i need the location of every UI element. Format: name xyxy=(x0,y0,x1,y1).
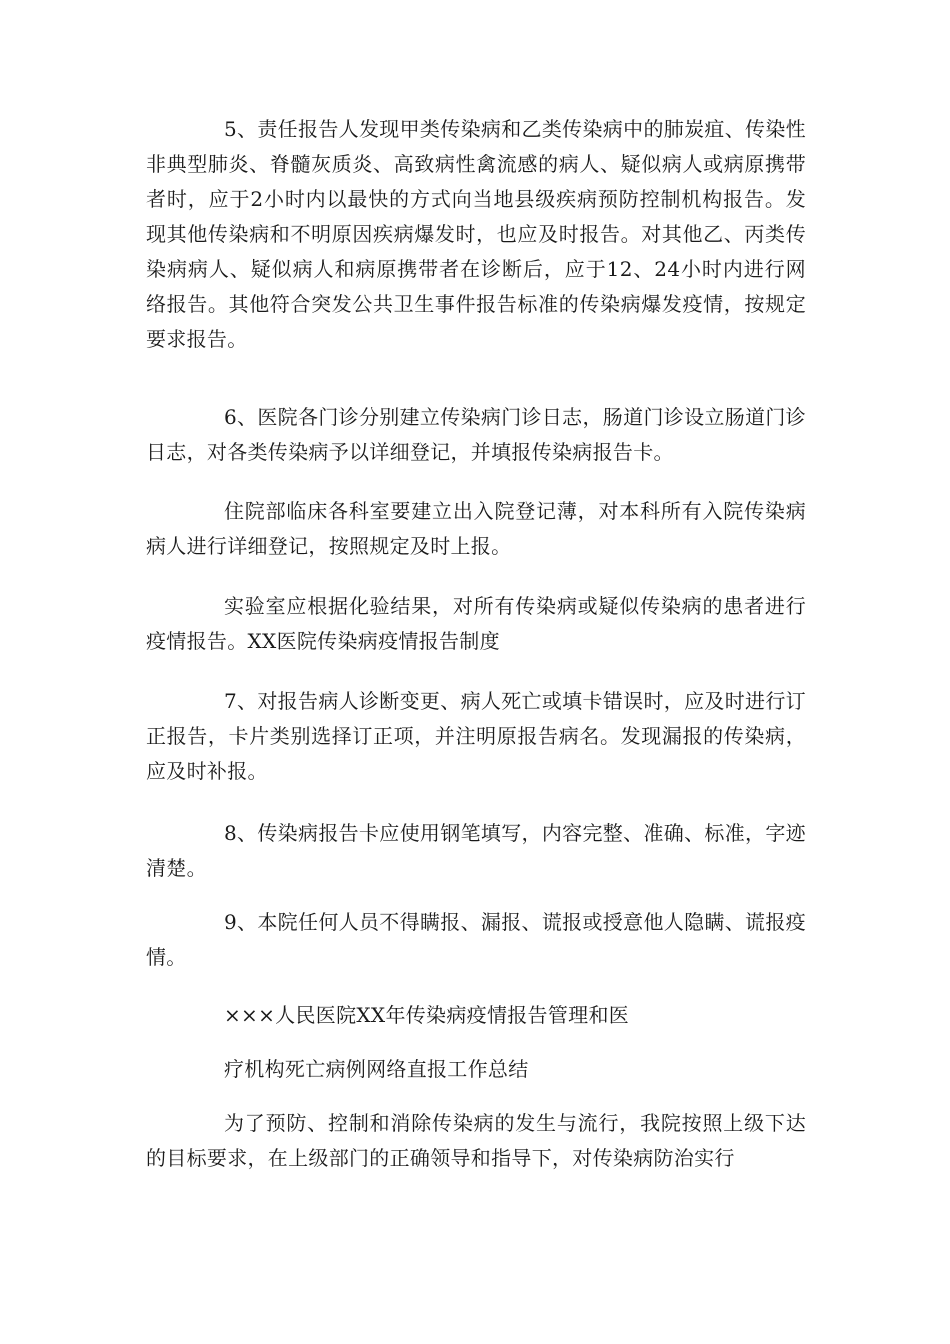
section-title-line-1: ×××人民医院XX年传染病疫情报告管理和医 xyxy=(224,1003,630,1027)
section-title-line-2: 疗机构死亡病例网络直报工作总结 xyxy=(224,1057,529,1081)
paragraph-inpatient: 住院部临床各科室要建立出入院登记薄，对本科所有入院传染病病人进行详细登记，按照规定及时上报。 xyxy=(146,499,806,558)
paragraph-item-7: 7、对报告病人诊断变更、病人死亡或填卡错误时，应及时进行订正报告，卡片类别选择订正项，并注明原报告病名。发现漏报的传染病，应及时补报。 xyxy=(146,689,806,783)
paragraph-item-5: 5、责任报告人发现甲类传染病和乙类传染病中的肺炭疽、传染性非典型肺炎、脊髓灰质炎、高致病性禽流感的病人、疑似病人或病原携带者时，应于2小时内以最快的方式向当地县级疾病预防控制机构报告。发现其他传染病和不明原因疾病爆发时，也应及时报告。对其他乙、丙类传染病病人、疑似病人和病原携带者在诊断后，应于12、24小时内进行网络报告。其他符合突发公共卫生事件报告标准的传染病爆发疫情，按规定要求报告。 xyxy=(146,117,806,351)
paragraph-laboratory: 实验室应根据化验结果，对所有传染病或疑似传染病的患者进行疫情报告。XX医院传染病疫情报告制度 xyxy=(146,594,806,653)
paragraph-item-8: 8、传染病报告卡应使用钢笔填写，内容完整、准确、标准，字迹清楚。 xyxy=(146,821,806,880)
paragraph-item-9: 9、本院任何人员不得瞒报、漏报、谎报或授意他人隐瞒、谎报疫情。 xyxy=(146,910,806,969)
paragraph-summary-intro: 为了预防、控制和消除传染病的发生与流行，我院按照上级下达的目标要求，在上级部门的正确领导和指导下，对传染病防治实行 xyxy=(146,1111,806,1170)
paragraph-item-6: 6、医院各门诊分别建立传染病门诊日志，肠道门诊设立肠道门诊日志，对各类传染病予以详细登记，并填报传染病报告卡。 xyxy=(146,405,806,464)
